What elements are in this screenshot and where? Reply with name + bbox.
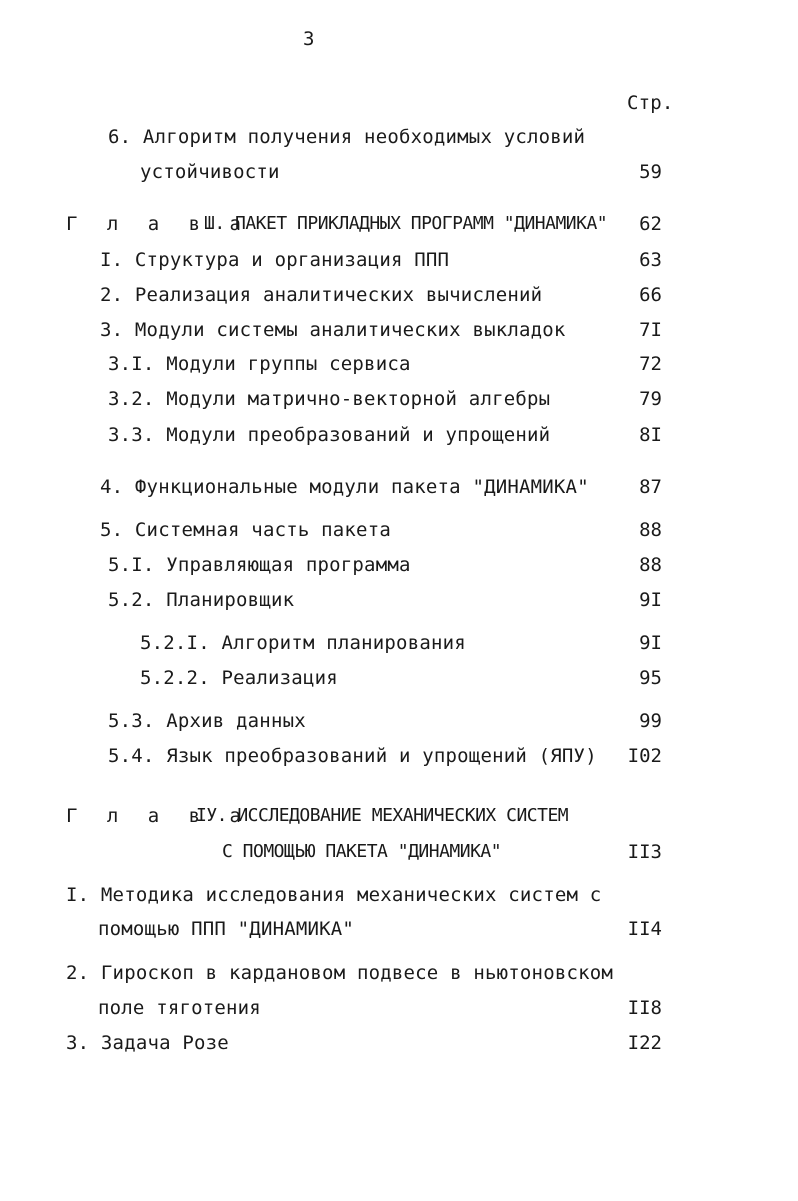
toc-entry-page: 88 — [639, 554, 662, 576]
toc-entry-page: 72 — [639, 353, 662, 375]
toc-entry-page: II8 — [627, 997, 662, 1019]
toc-entry-text: 5.2. Планировщик — [108, 589, 295, 611]
toc-entry-page: 7I — [639, 319, 662, 341]
chapter-title: Ш. ПАКЕТ ПРИКЛАДНЫХ ПРОГРАММ "ДИНАМИКА" — [204, 213, 608, 234]
toc-entry-page: 63 — [639, 249, 662, 271]
toc-entry-page: 79 — [639, 388, 662, 410]
page-number: 3 — [303, 28, 315, 50]
toc-entry-text: 5.I. Управляющая программа — [108, 554, 411, 576]
toc-entry-text: помощью ППП "ДИНАМИКА" — [98, 918, 355, 940]
toc-entry-page: 8I — [639, 424, 662, 446]
toc-entry-page: 9I — [639, 632, 662, 654]
toc-entry-text: I. Структура и организация ППП — [100, 249, 450, 271]
toc-entry-text: 5.4. Язык преобразований и упрощений (ЯПУ) — [108, 745, 597, 767]
toc-entry-page: 87 — [639, 476, 662, 498]
toc-entry-text: 5.2.I. Алгоритм планирования — [140, 632, 466, 654]
toc-entry-text: 2. Гироскоп в кардановом подвесе в ньютоновском — [66, 962, 614, 984]
toc-entry-page: 9I — [639, 589, 662, 611]
toc-entry-text: 3. Модули системы аналитических выкладок — [100, 319, 566, 341]
chapter-title: IУ. ИССЛЕДОВАНИЕ МЕХАНИЧЕСКИХ СИСТЕМ — [196, 805, 569, 826]
toc-entry-page: 95 — [639, 667, 662, 689]
toc-entry-page: I02 — [627, 745, 662, 767]
toc-entry-text: 4. Функциональные модули пакета "ДИНАМИКА" — [100, 476, 589, 498]
chapter-prefix: Г л а в а — [66, 213, 250, 235]
toc-entry-text: 5. Системная часть пакета — [100, 519, 391, 541]
toc-entry-text: 3.I. Модули группы сервиса — [108, 353, 411, 375]
toc-entry-page: 99 — [639, 710, 662, 732]
toc-entry-text: I. Методика исследования механических систем с — [66, 884, 602, 906]
column-header: Стр. — [627, 92, 674, 114]
toc-entry-page: I22 — [627, 1032, 662, 1054]
toc-entry-page: 59 — [639, 161, 662, 183]
toc-entry-text: поле тяготения — [98, 997, 261, 1019]
toc-entry-text: 2. Реализация аналитических вычислений — [100, 284, 543, 306]
toc-entry-page: 62 — [639, 213, 662, 235]
toc-entry-page: II3 — [627, 841, 662, 863]
toc-entry-page: II4 — [627, 918, 662, 940]
toc-entry-text: 3. Задача Розе — [66, 1032, 229, 1054]
toc-entry-text: 5.3. Архив данных — [108, 710, 306, 732]
toc-entry-page: 66 — [639, 284, 662, 306]
toc-entry-text: 6. Алгоритм получения необходимых условий — [108, 126, 586, 148]
toc-entry-text: 3.3. Модули преобразований и упрощений — [108, 424, 551, 446]
toc-entry-text: 5.2.2. Реализация — [140, 667, 338, 689]
toc-entry-page: 88 — [639, 519, 662, 541]
toc-entry-text: устойчивости — [140, 161, 280, 183]
toc-entry-text: 3.2. Модули матрично-векторной алгебры — [108, 388, 551, 410]
chapter-title-continued: С ПОМОЩЬЮ ПАКЕТА "ДИНАМИКА" — [222, 841, 502, 862]
chapter-prefix: Г л а в а — [66, 805, 250, 827]
